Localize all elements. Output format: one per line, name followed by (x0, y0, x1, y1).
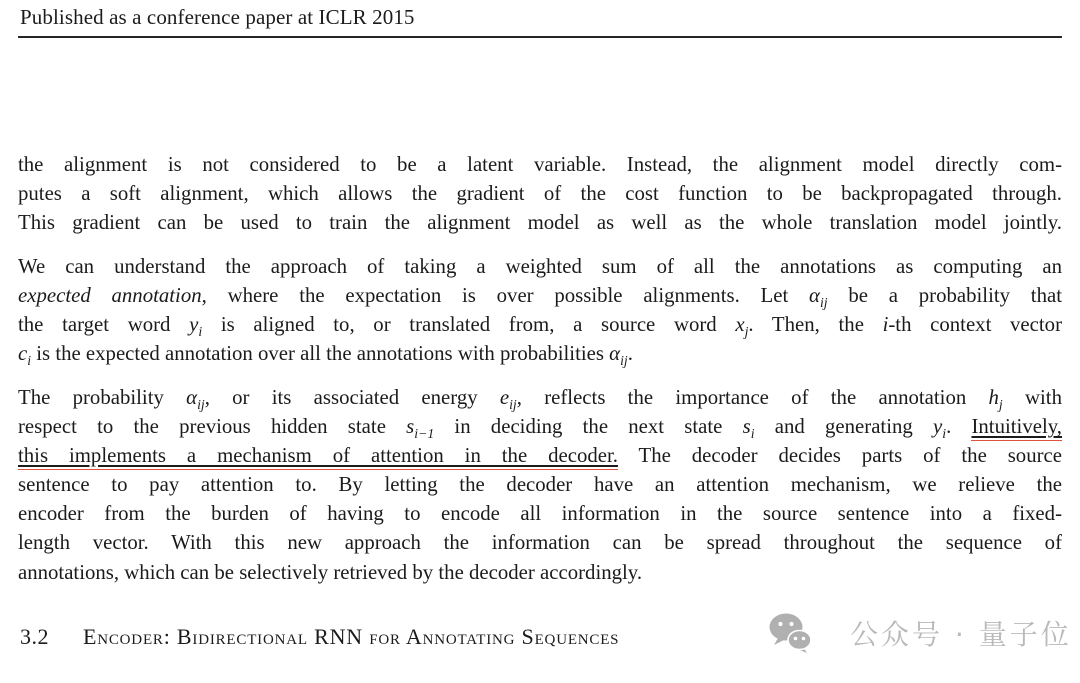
text-run: sentence to pay attention to. By letting the decoder have an attention mechanism, we relieve the (18, 473, 1062, 497)
math-subscript: j (744, 324, 749, 340)
text-line (18, 150, 1062, 179)
text-run: expected annotation (18, 284, 202, 308)
text-run: . (627, 342, 633, 366)
text-line (18, 339, 1062, 368)
math-subscript: ij (197, 397, 205, 413)
math-var: c (18, 342, 28, 366)
math-subscript: i−1 (414, 426, 435, 442)
watermark-text: 公众号 · 量子位 (850, 618, 1072, 651)
math-var: α (809, 284, 820, 308)
running-header: Published as a conference paper at ICLR 2015 (20, 5, 415, 29)
math-subscript: ij (620, 353, 628, 369)
text-line (18, 499, 1062, 528)
text-run: , or its associated energy (204, 386, 500, 409)
math-subscript: ij (509, 397, 517, 413)
text-line (18, 310, 1062, 339)
text-run: Intuitively, (971, 415, 1062, 439)
text-run: putes a soft alignment, which allows the gradient of the cost function to be backpropagated through. (18, 182, 1062, 206)
math-subscript: ij (819, 295, 828, 311)
math-var: α (186, 386, 198, 409)
math-var: i (882, 313, 889, 337)
math-var: y (933, 415, 943, 439)
math-var: α (609, 342, 621, 366)
text-run: , reflects the importance of the annotation (516, 386, 989, 409)
text-line (18, 470, 1062, 499)
text-line (18, 208, 1062, 237)
paragraph-attention-mechanism (18, 383, 1062, 587)
text-run: respect to the previous hidden state (18, 415, 407, 439)
text-run: The probability (18, 386, 187, 409)
math-var: y (189, 313, 199, 337)
red-underline-annotation (18, 444, 618, 470)
math-var: s (406, 415, 415, 439)
math-subscript: i (27, 353, 32, 369)
paragraph-expected-annotation (18, 252, 1062, 368)
text-run: be a probability that (827, 284, 1062, 308)
text-run: with (1002, 386, 1062, 409)
text-run: in deciding the next state (434, 415, 743, 439)
text-line (18, 412, 1062, 441)
math-var: e (499, 386, 510, 409)
section-heading (20, 624, 619, 650)
math-subscript: i (942, 426, 947, 442)
text-run: , where the expectation is over possible alignments. Let (201, 284, 810, 308)
red-underline-annotation (971, 415, 1062, 441)
text-line (18, 383, 1062, 412)
text-run: is the expected annotation over all the annotations with probabilities (31, 342, 610, 366)
section-title: Encoder: Bidirectional RNN for Annotating Sequences (83, 624, 620, 649)
text-run: the target word (18, 313, 190, 337)
text-run: and generating (754, 415, 934, 439)
text-run: . (946, 415, 972, 439)
text-run: the alignment is not considered to be a latent variable. Instead, the alignment model directly com- (18, 153, 1062, 176)
math-subscript: i (198, 324, 203, 340)
text-line (18, 281, 1062, 310)
text-run: This gradient can be used to train the alignment model as well as the whole translation model jointly. (18, 211, 1062, 235)
text-run: The decoder decides parts of the source (617, 444, 1062, 468)
text-run: is aligned to, or translated from, a source word (202, 313, 736, 337)
math-var: h (988, 386, 999, 409)
text-run: -th context vector (888, 313, 1062, 337)
watermark (768, 612, 1072, 654)
text-run: this implements a mechanism of attention in the decoder. (18, 444, 618, 468)
header-rule (18, 36, 1062, 38)
text-line (18, 441, 1062, 470)
math-subscript: j (998, 397, 1003, 413)
text-line (18, 528, 1062, 557)
text-run: We can understand the approach of taking a weighted sum of all the annotations as computing an (18, 255, 1062, 278)
text-line (18, 558, 1062, 587)
paragraph-alignment-gradient (18, 150, 1062, 237)
text-run: . Then, the (748, 313, 883, 337)
wechat-icon (768, 612, 812, 654)
text-line (18, 179, 1062, 208)
text-run: annotations, which can be selectively retrieved by the decoder accordingly. (18, 560, 643, 584)
math-var: s (742, 415, 751, 439)
text-run: encoder from the burden of having to encode all information in the source sentence into a fixed- (18, 502, 1062, 526)
section-number: 3.2 (20, 624, 49, 649)
text-line (18, 252, 1062, 281)
math-subscript: i (750, 426, 755, 442)
math-var: x (735, 313, 745, 337)
text-run: length vector. With this new approach the information can be spread throughout the sequence of (18, 531, 1062, 555)
